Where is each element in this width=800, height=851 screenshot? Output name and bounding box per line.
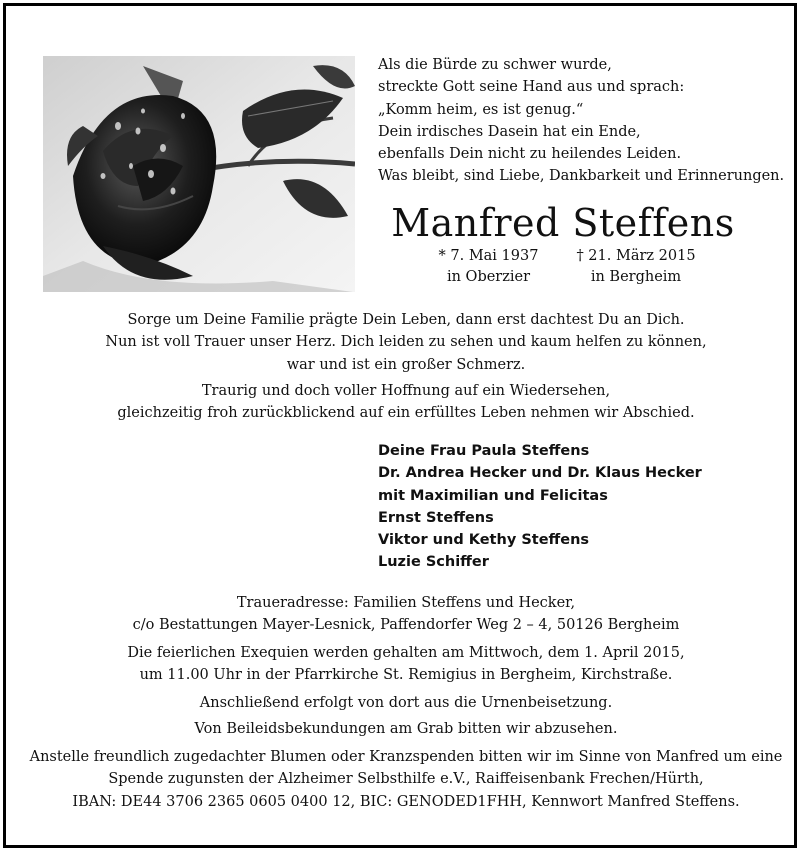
poem-line: ebenfalls Dein nicht zu heilendes Leiden.	[378, 146, 682, 163]
family-list	[378, 440, 702, 574]
donation-line: IBAN: DE44 3706 2365 0605 0400 12, BIC: GENODED1FHH, Kennwort Manfred Steffens.	[72, 793, 740, 810]
family-member: Dr. Andrea Hecker und Dr. Klaus Hecker	[378, 465, 702, 482]
family-member: Luzie Schiffer	[378, 554, 489, 571]
poem-line: streckte Gott seine Hand aus und sprach:	[378, 79, 685, 96]
poem-line: „Komm heim, es ist genug.“	[378, 101, 584, 118]
urn-line: Anschließend erfolgt von dort aus die Urnenbeisetzung.	[199, 695, 613, 711]
service-line: um 11.00 Uhr in der Pfarrkirche St. Remigius in Bergheim, Kirchstraße.	[139, 667, 673, 684]
deceased-name: Manfred Steffens	[391, 201, 735, 245]
birth-date: * 7. Mai 1937	[438, 248, 539, 264]
death-date: † 21. März 2015	[576, 248, 696, 264]
poem-line: Dein irdisches Dasein hat ein Ende,	[378, 123, 641, 140]
family-member: Deine Frau Paula Steffens	[378, 443, 590, 459]
tribute-line: Sorge um Deine Familie prägte Dein Leben, dann erst dachtest Du an Dich.	[127, 312, 685, 328]
tribute-text	[26, 309, 786, 376]
urn-burial-note	[26, 692, 786, 714]
address-line: Traueradresse: Familien Steffens und Hecker,	[236, 595, 576, 611]
death-info	[566, 246, 706, 288]
farewell-line: Traurig und doch voller Hoffnung auf ein Wiedersehen,	[201, 383, 611, 399]
death-place: in Bergheim	[590, 269, 682, 285]
birth-place: in Oberzier	[446, 269, 531, 285]
service-line: Die feierlichen Exequien werden gehalten am Mittwoch, dem 1. April 2015,	[127, 645, 685, 661]
farewell-line: gleichzeitig froh zurückblickend auf ein erfülltes Leben nehmen wir Abschied.	[117, 405, 695, 422]
farewell-text	[26, 380, 786, 425]
rose-photo	[43, 56, 355, 292]
address-line: c/o Bestattungen Mayer-Lesnick, Paffendorfer Weg 2 – 4, 50126 Bergheim	[132, 617, 680, 634]
donation-line: Anstelle freundlich zugedachter Blumen oder Kranzspenden bitten wir im Sinne von Manfred um eine	[29, 749, 783, 765]
service-info	[26, 642, 786, 687]
family-member: mit Maximilian und Felicitas	[378, 487, 608, 504]
condolence-line: Von Beileidsbekundungen am Grab bitten wir abzusehen.	[194, 721, 618, 737]
condolence-note	[26, 718, 786, 740]
poem-line: Als die Bürde zu schwer wurde,	[378, 57, 612, 73]
mourning-address	[26, 592, 786, 637]
family-member: Ernst Steffens	[378, 509, 494, 526]
family-member: Viktor und Kethy Steffens	[378, 532, 590, 549]
tribute-line: Nun ist voll Trauer unser Herz. Dich leiden zu sehen und kaum helfen zu können,	[105, 334, 707, 351]
birth-info	[426, 246, 551, 288]
obituary-frame	[3, 3, 797, 848]
poem	[378, 54, 785, 188]
donation-request	[26, 746, 786, 813]
poem-line: Was bleibt, sind Liebe, Dankbarkeit und Erinnerungen.	[378, 168, 785, 185]
tribute-line: war und ist ein großer Schmerz.	[286, 356, 526, 373]
donation-line: Spende zugunsten der Alzheimer Selbsthilfe e.V., Raiffeisenbank Frechen/Hürth,	[108, 771, 704, 788]
